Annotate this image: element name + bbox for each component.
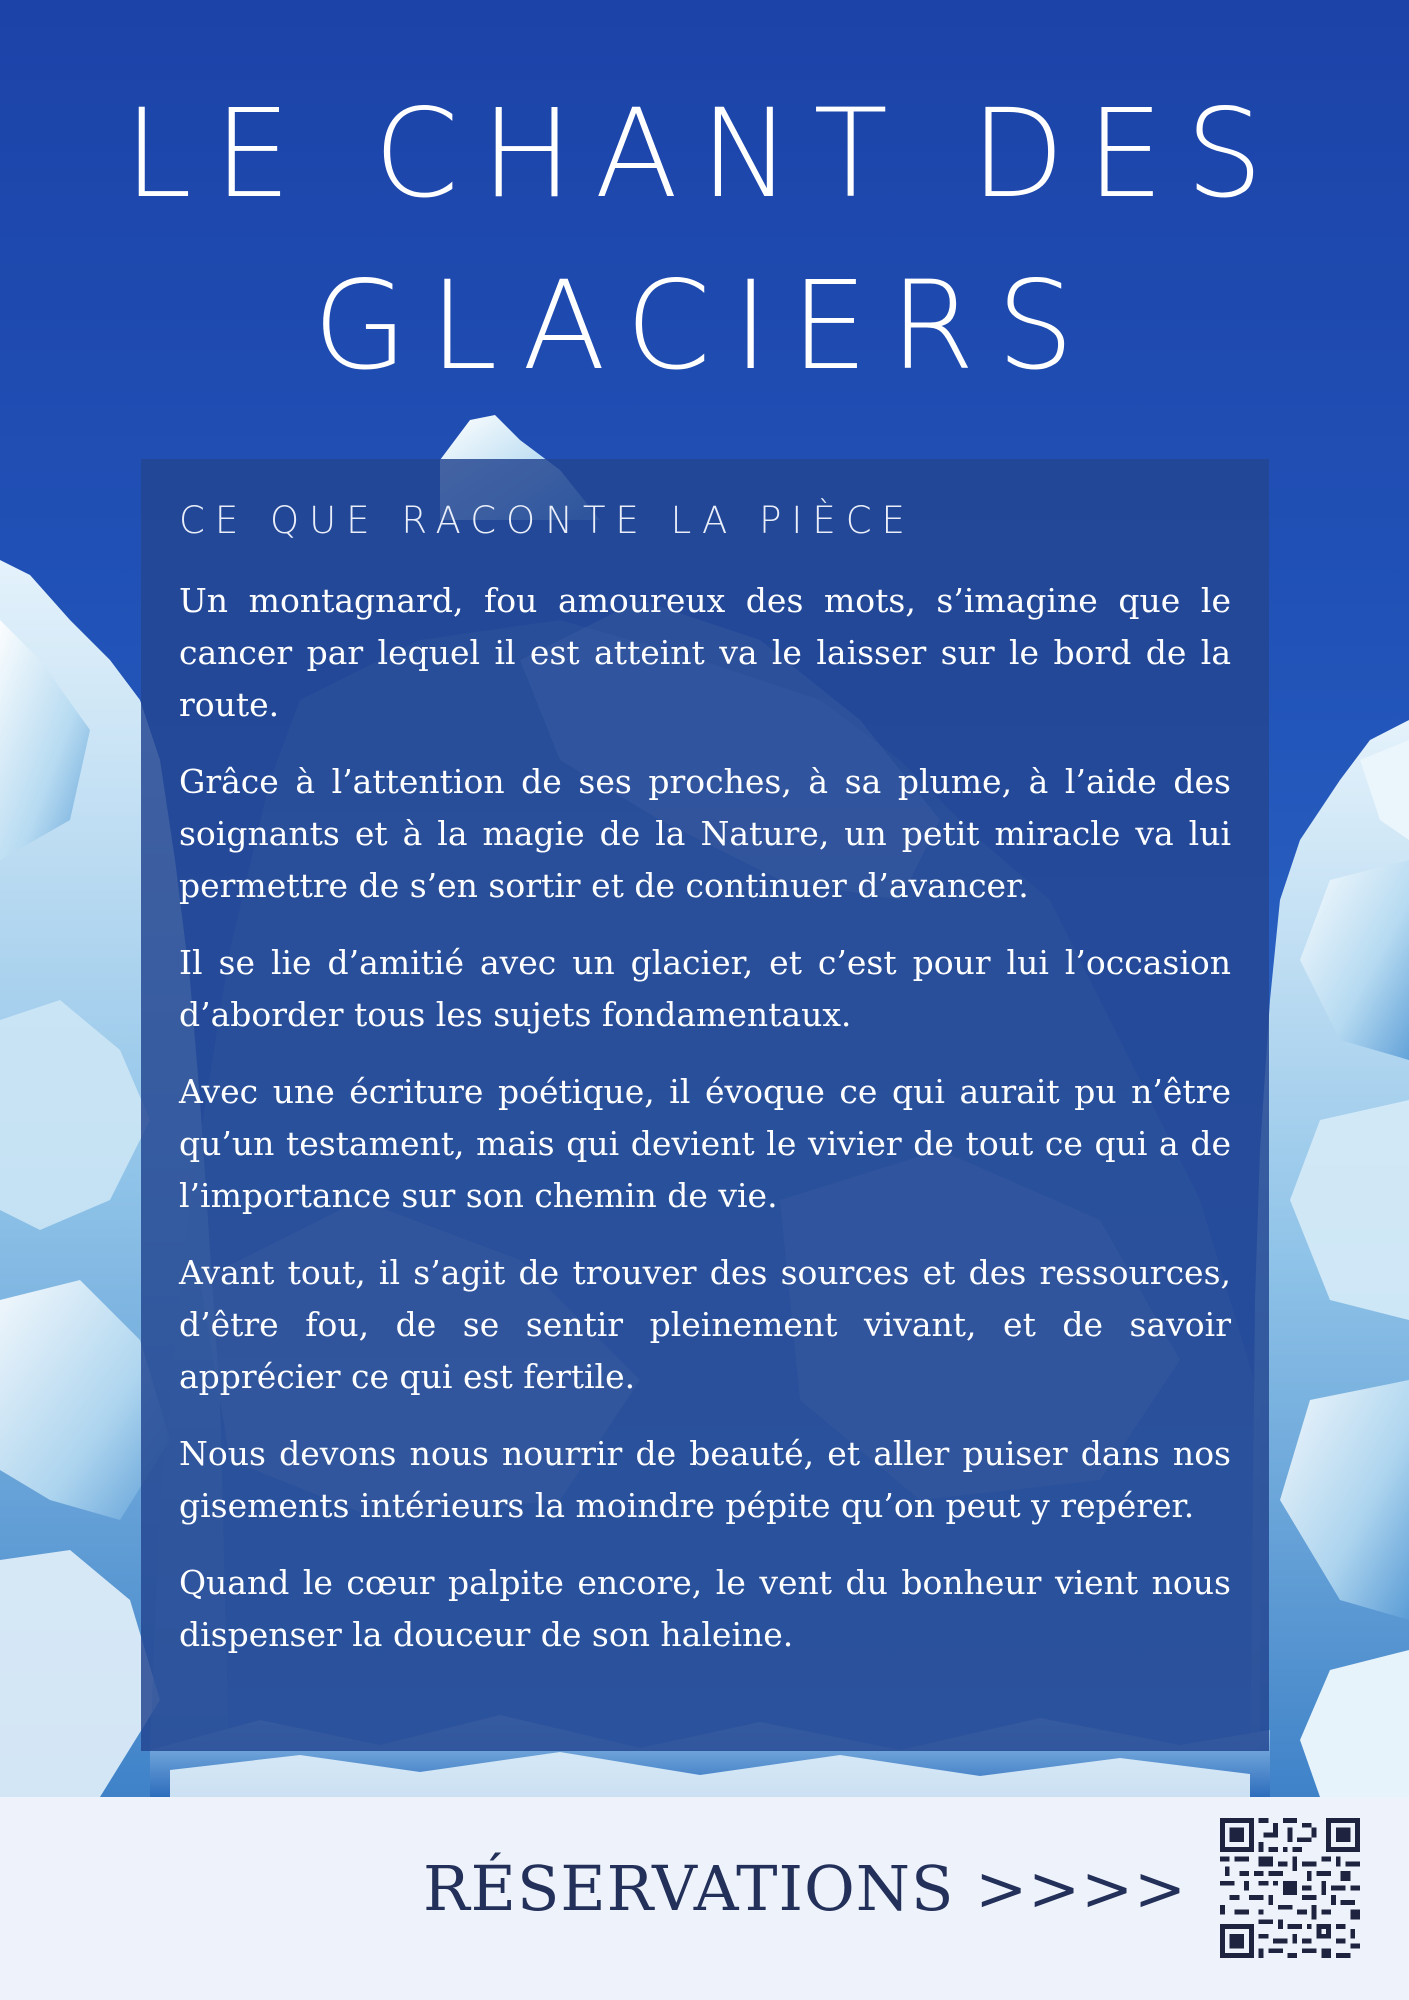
poster-title xyxy=(0,68,1409,412)
synopsis-paragraph: Grâce à l’attention de ses proches, à sa plume, à l’aide des soignants et à la magie de la Nature, un petit miracle va lui permettre de s’en sortir et de continuer d’avancer. xyxy=(179,762,1231,905)
synopsis-paragraph: Avec une écriture poétique, il évoque ce qui aurait pu n’être qu’un testament, mais qui devient le vivier de tout ce qui a de l’importance sur son chemin de vie. xyxy=(179,1072,1231,1215)
synopsis-paragraph: Nous devons nous nourrir de beauté, et aller puiser dans nos gisements intérieurs la moindre pépite qu’on peut y repérer. xyxy=(179,1434,1231,1525)
synopsis-paragraph: Avant tout, il s’agit de trouver des sources et des ressources, d’être fou, de se sentir pleinement vivant, et de savoir apprécier ce qui est fertile. xyxy=(179,1253,1231,1396)
qr-code-icon[interactable] xyxy=(1220,1818,1360,1958)
synopsis-paragraph: Quand le cœur palpite encore, le vent du bonheur vient nous dispenser la douceur de son haleine. xyxy=(179,1563,1231,1654)
reservations-link[interactable]: RÉSERVATIONS >>>> xyxy=(423,1852,1187,1925)
synopsis-paragraph: Il se lie d’amitié avec un glacier, et c’est pour lui l’occasion d’aborder tous les sujets fondamentaux. xyxy=(179,943,1231,1034)
footer-bar xyxy=(0,1797,1409,2000)
title-line-1: LE CHANT DES xyxy=(123,83,1286,225)
synopsis-panel xyxy=(141,459,1269,1751)
synopsis-heading: CE QUE RACONTE LA PIÈCE xyxy=(179,499,915,542)
title-line-2: GLACIERS xyxy=(312,255,1097,397)
synopsis-paragraph: Un montagnard, fou amoureux des mots, s’imagine que le cancer par lequel il est atteint va le laisser sur le bord de la route. xyxy=(179,581,1231,724)
